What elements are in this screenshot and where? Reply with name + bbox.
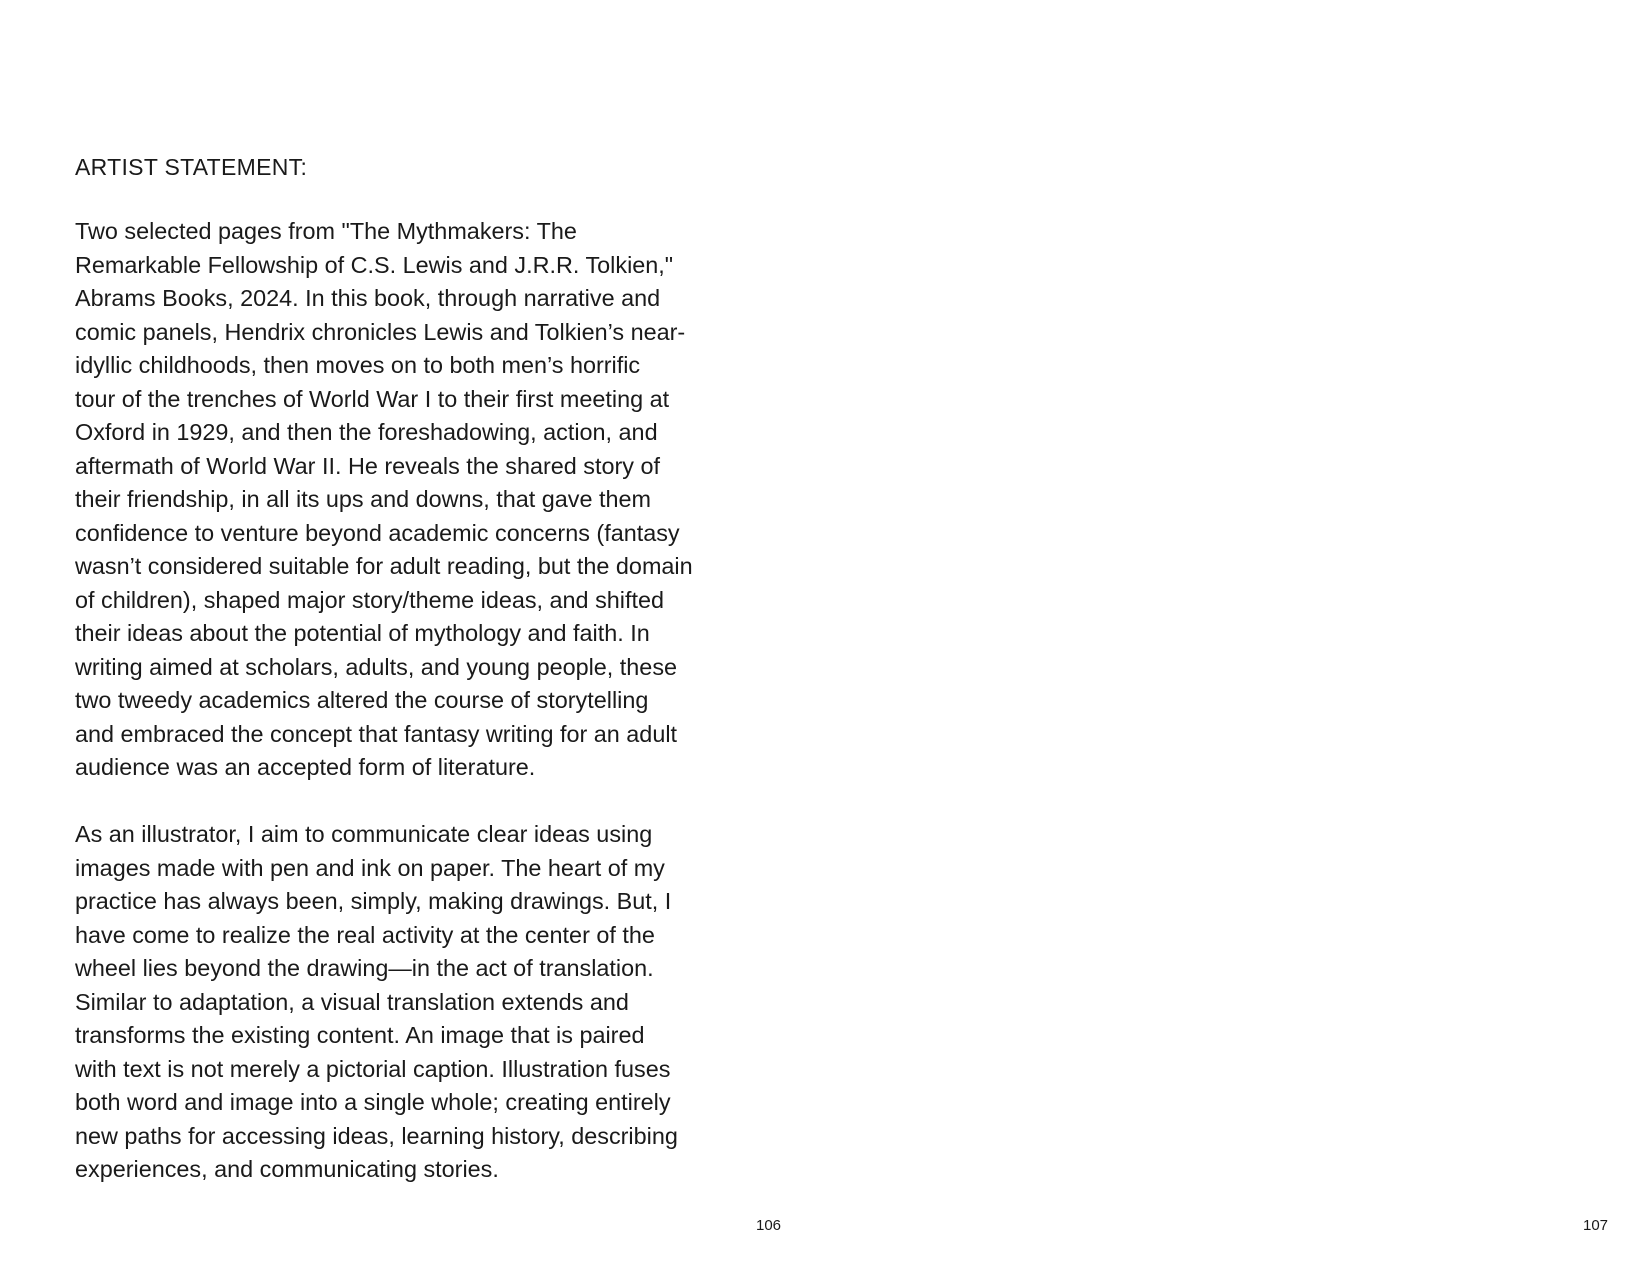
artist-statement-body <box>75 215 765 1187</box>
page-number-left: 106 <box>756 1217 782 1234</box>
statement-paragraph-2: As an illustrator, I aim to communicate clear ideas using images made with pen and ink on paper. The heart of my practice has always been, simply, making drawings. But, I have come to realize the real activity at the center of the wheel lies beyond the drawing—in the act of translation. Similar to adaptation, a visual translation extends and transforms the existing content. An image that is paired with text is not merely a pictorial caption. Illustration fuses both word and image into a single whole; creating entirely new paths for accessing ideas, learning history, describing experiences, and communicating stories. <box>75 821 678 1182</box>
page-number-right: 107 <box>1583 1217 1609 1234</box>
right-page <box>825 0 1650 1275</box>
section-heading: ARTIST STATEMENT: <box>75 154 308 180</box>
statement-paragraph-1: Two selected pages from "The Mythmakers: The Remarkable Fellowship of C.S. Lewis and J.R.R. Tolkien," Abrams Books, 2024. In this book, through narrative and comic panels, Hendrix chronicles Lewis and Tolkien’s near- idyllic childhoods, then moves on to both men’s horrific tour of the trenches of World War I to their first meeting at Oxford in 1929, and then the foreshadowing, action, and aftermath of World War II. He reveals the shared story of their friendship, in all its ups and downs, that gave them confidence to venture beyond academic concerns (fantasy wasn’t considered suitable for adult reading, but the domain of children), shaped major story/theme ideas, and shifted their ideas about the potential of mythology and faith. In writing aimed at scholars, adults, and young people, these two tweedy academics altered the course of storytelling and embraced the concept that fantasy writing for an adult audience was an accepted form of literature. <box>75 218 693 780</box>
